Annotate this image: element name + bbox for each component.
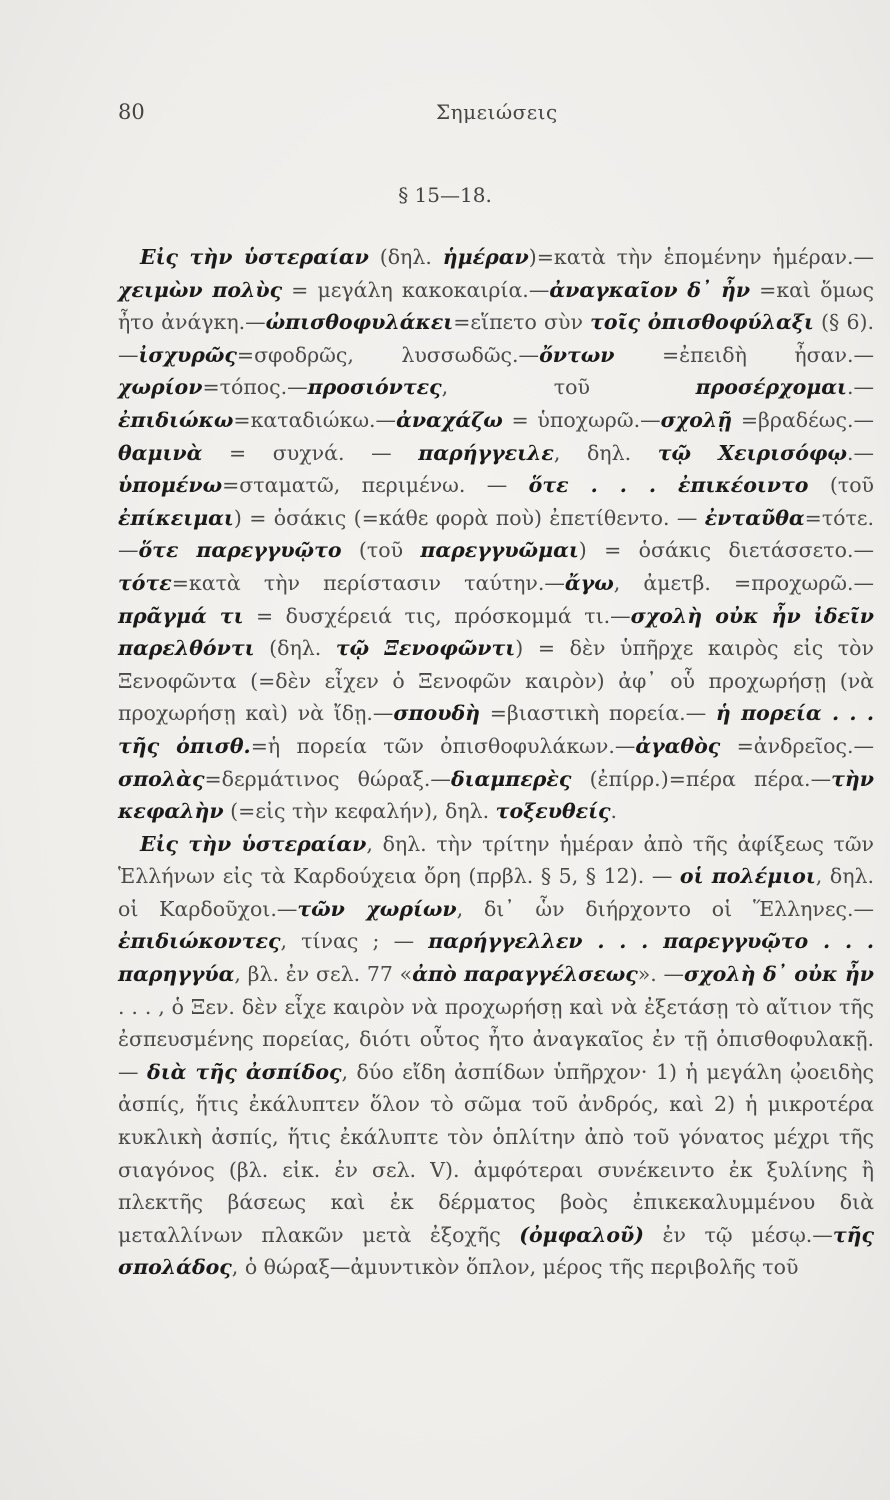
running-title: Σημειώσεις <box>436 100 558 124</box>
lemma-term: ἐπιδιώκοντες <box>118 929 281 954</box>
gloss-text: =τότε.— <box>118 505 874 563</box>
gloss-text: =ἡ πορεία τῶν ὀπισθοφυλάκων.— <box>250 733 636 758</box>
lemma-term: τῷ Χειρισόφῳ <box>657 440 847 465</box>
gloss-text: = συχνά. — <box>202 440 419 465</box>
lemma-term: τῶν χωρίων <box>297 896 457 921</box>
gloss-text: =σταματῶ, περιμένω. — <box>222 473 529 498</box>
gloss-text: =βραδέως.— <box>732 407 874 432</box>
lemma-term: (ὀμφαλοῦ) <box>519 1222 644 1247</box>
lemma-term: ὅτε . . . ἐπικέοιντο <box>528 473 809 498</box>
notes-body <box>118 241 874 1284</box>
gloss-text: ) = ὁσάκις διετάσσετο.— <box>578 538 874 563</box>
note-paragraph <box>118 241 874 828</box>
gloss-text: , ἀμετβ. =προχωρῶ.— <box>613 570 874 595</box>
lemma-term: Εἰς τὴν ὑστεραίαν <box>140 831 367 856</box>
lemma-term: παρήγγειλε <box>418 440 554 465</box>
lemma-term: παρεγγυῶμαι <box>420 538 579 563</box>
gloss-text: ) = ὁσάκις (=κάθε φορὰ ποὺ) ἐπετίθεντο. — <box>233 505 705 530</box>
gloss-text: . . . , ὁ Ξεν. δὲν εἶχε καιρὸν νὰ προχωρήσῃ καὶ νὰ ἐξετάσῃ τὸ αἴτιον τῆς ἐσπευσμένης πορείας, διότι οὗτος ἦτο ἀναγκαῖος ἐν τῇ ὀπισθοφυλακῇ. — <box>118 994 874 1084</box>
gloss-text: .— <box>846 440 874 465</box>
lemma-term: ἐνταῦθα <box>704 505 805 530</box>
gloss-text: =καὶ ὅμως ἦτο ἀνάγκη.— <box>118 277 874 335</box>
gloss-text: (δηλ. <box>254 636 336 661</box>
lemma-term: ἀπὸ παραγγέλσεως <box>412 962 638 987</box>
gloss-text: =σφοδρῶς, λυσσωδῶς.— <box>236 342 540 367</box>
gloss-text: , δηλ. τὴν τρίτην ἡμέραν ἀπὸ τῆς ἀφίξεως τῶν Ἑλλήνων εἰς τὰ Καρδούχεια ὄρη (πρβλ. § 5, § 12). — <box>118 831 874 889</box>
lemma-term: ὅτε παρεγγυῷτο <box>138 538 342 563</box>
lemma-term: προσιόντες <box>307 375 442 400</box>
gloss-text: (§ 6).— <box>118 310 874 367</box>
gloss-text: =καταδιώκω.— <box>233 407 397 432</box>
gloss-text: =τόπος.— <box>202 375 308 400</box>
gloss-text: , δηλ. <box>553 440 658 465</box>
lemma-term: παρήγγελλεν . . . παρεγγυῷτο . . . παρηγγύα <box>118 929 874 987</box>
lemma-term: ὑπομένω <box>118 473 223 498</box>
lemma-term: σχολῇ <box>660 407 733 432</box>
gloss-text: ». — <box>637 962 685 987</box>
gloss-text: , βλ. ἐν σελ. 77 « <box>234 962 413 987</box>
gloss-text: (=εἰς τὴν κεφαλήν), δηλ. <box>223 799 496 824</box>
lemma-term: πρᾶγμά τι <box>118 603 244 628</box>
lemma-term: ἄγω <box>564 570 614 595</box>
lemma-term: θαμινὰ <box>118 440 203 465</box>
gloss-text: , δηλ. οἱ Καρδοῦχοι.— <box>118 864 875 921</box>
gloss-text: =δερμάτινος θώραξ.— <box>204 766 451 791</box>
lemma-term: ὄντων <box>539 342 615 367</box>
lemma-term: τοῖς ὀπισθοφύλαξι <box>590 310 814 335</box>
gloss-text: (ἐπίρρ.)=πέρα πέρα.— <box>571 766 832 791</box>
lemma-term: προσέρχομαι <box>695 375 847 400</box>
page-number: 80 <box>118 100 145 124</box>
lemma-term: ἀναγκαῖον δ᾽ ἦν <box>549 277 751 302</box>
gloss-text: )=κατὰ τὴν ἑπομένην ἡμέραν.— <box>528 245 874 269</box>
lemma-term: διὰ τῆς ἀσπίδος <box>147 1059 342 1084</box>
gloss-text: , τοῦ <box>441 375 696 400</box>
gloss-text: (τοῦ <box>808 473 874 498</box>
lemma-term: τότε <box>118 570 172 595</box>
gloss-text: =ἀνδρεῖος.— <box>720 733 875 758</box>
lemma-term: τῆς σπολάδος <box>118 1222 874 1280</box>
gloss-text: = ὑποχωρῶ.— <box>502 407 661 432</box>
lemma-term: Εἰς τὴν ὑστεραίαν <box>140 245 369 269</box>
gloss-text: =κατὰ τὴν περίστασιν ταύτην.— <box>171 570 565 595</box>
lemma-term: ἀγαθὸς <box>635 733 721 758</box>
gloss-text: .— <box>846 375 874 400</box>
lemma-term: τὴν κεφαλὴν <box>118 766 874 824</box>
lemma-term: ἐπίκειμαι <box>118 505 234 530</box>
gloss-text: (τοῦ <box>341 538 421 563</box>
lemma-term: χειμὼν πολὺς <box>118 277 283 302</box>
gloss-text: = δυσχέρειά τις, πρόσκομμά τι.— <box>243 603 631 628</box>
gloss-text: ) = δὲν ὑπῆρχε καιρὸς εἰς τὸν Ξενοφῶντα (=δὲν εἶχεν ὁ Ξενοφῶν καιρὸν) ἀφ᾽ οὗ προχωρήσῃ (νὰ προχωρήσῃ καὶ) νὰ ἴδῃ.— <box>118 636 874 726</box>
gloss-text: = μεγάλη κακοκαιρία.— <box>282 277 550 302</box>
gloss-text: , τίνας ; — <box>280 929 429 954</box>
lemma-term: οἱ πολέμιοι <box>679 864 816 889</box>
lemma-term: σπουδὴ <box>393 701 481 726</box>
lemma-term: ἡμέραν <box>442 245 529 269</box>
page-header <box>118 100 574 130</box>
lemma-term: σπολὰς <box>118 766 205 791</box>
lemma-term: χωρίον <box>118 375 203 400</box>
gloss-text: (δηλ. <box>368 245 443 269</box>
lemma-term: τοξευθείς <box>495 799 611 824</box>
lemma-term: διαμπερὲς <box>450 766 572 791</box>
lemma-term: σχολὴ οὐκ ἦν ἰδεῖν παρελθόντι <box>118 603 874 661</box>
gloss-text: , ὁ θώραξ—ἀμυντικὸν ὅπλον, μέρος τῆς περιβολῆς τοῦ <box>231 1255 799 1280</box>
note-paragraph <box>118 828 874 1284</box>
lemma-term: ἀναχάζω <box>396 407 503 432</box>
gloss-text: , δι᾽ ὧν διήρχοντο οἱ Ἕλληνες.— <box>456 896 874 921</box>
lemma-term: σχολὴ δ᾽ οὐκ ἦν <box>684 962 874 987</box>
section-heading: § 15—18. <box>398 183 492 207</box>
lemma-term: ὠπισθοφυλάκει <box>265 310 454 335</box>
lemma-term: τῷ Ξενοφῶντι <box>335 636 516 661</box>
gloss-text: . <box>610 799 618 824</box>
gloss-text: ἐν τῷ μέσῳ.— <box>643 1222 833 1247</box>
lemma-term: ἐπιδιώκω <box>118 407 234 432</box>
gloss-text: , δύο εἴδη ἀσπίδων ὑπῆρχον· 1) ἡ μεγάλη ᾠοειδὴς ἀσπίς, ἥτις ἐκάλυπτεν ὅλον τὸ σῶμα τοῦ ἀνδρός, καὶ 2) ἡ μικροτέρα κυκλικὴ ἀσπίς, ἥτις ἐκάλυπτε τὸν ὁπλίτην ἀπὸ τοῦ γόνατος μέχρι τῆς σιαγόνος (βλ. εἰκ. ἐν σελ. V). ἀμφότεραι συνέκειντο ἐκ ξυλίνης ἢ πλεκτῆς βάσεως καὶ ἐκ δέρματος βοὸς ἐπικεκαλυμμένου διὰ μεταλλίνων πλακῶν μετὰ ἐξοχῆς <box>118 1059 874 1247</box>
lemma-term: ἰσχυρῶς <box>138 342 237 367</box>
gloss-text: =εἵπετο σὺν <box>453 310 591 335</box>
gloss-text: =βιαστικὴ πορεία.— <box>480 701 716 726</box>
lemma-term: ἡ πορεία . . . τῆς ὀπισθ. <box>118 701 875 758</box>
gloss-text: =ἐπειδὴ ἦσαν.— <box>614 342 874 367</box>
